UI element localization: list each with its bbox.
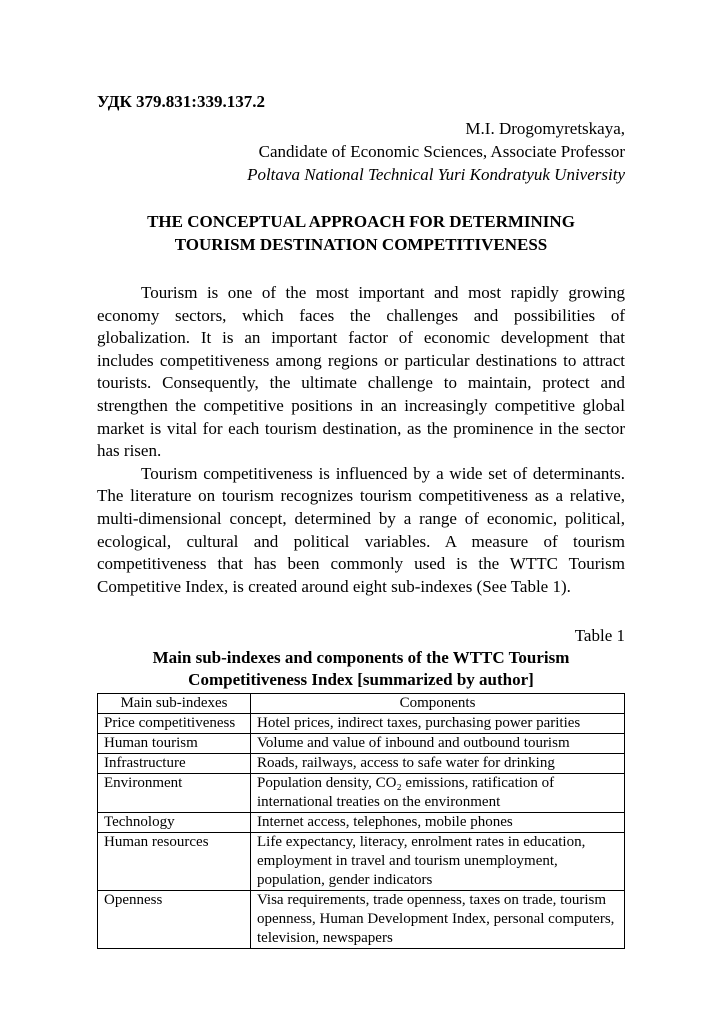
table-row [98,774,625,813]
table [97,693,625,949]
table-row [98,833,625,891]
table-cell: Visa requirements, trade openness, taxes on trade, tourism openness, Human Development Index, personal computers, television, newspapers [251,891,625,949]
paper-title: THE CONCEPTUAL APPROACH FOR DETERMINING TOURISM DESTINATION COMPETITIVENESS [147,212,575,254]
table-cell: Environment [98,774,251,813]
author-affiliation: Poltava National Technical Yuri Kondratyuk University [247,165,625,184]
table-cell: Hotel prices, indirect taxes, purchasing power parities [251,714,625,734]
author-name: M.I. Drogomyretskaya, [465,119,625,138]
paragraph: Tourism is one of the most important and most rapidly growing economy sectors, which faces the challenges and possibilities of globalization. It is an important factor of economic development that includes competitiveness among regions or particular destinations to attract tourists. Consequently, the ultimate challenge to maintain, protect and strengthen the competitive positions in an increasingly competitive global market is vital for each tourism destination, as the prominence in the sector has risen. [97,283,625,461]
table-cell: Roads, railways, access to safe water for drinking [251,754,625,774]
table-cell: Openness [98,891,251,949]
table-row [98,813,625,833]
table-row [98,714,625,734]
paragraph: Tourism competitiveness is influenced by a wide set of determinants. The literature on tourism recognizes tourism competitiveness as a relative, multi-dimensional concept, determined by a range of economic, political, ecological, cultural and political variables. A measure of tourism competitiveness that has been commonly used is the WTTC Tourism Competitive Index, is created around eight sub-indexes (See Table 1). [97,463,625,596]
table-header-row [98,694,625,714]
table-cell: Infrastructure [98,754,251,774]
udc-code: УДК 379.831:339.137.2 [97,92,265,111]
table-header-cell: Components [251,694,625,714]
table-cell: Human resources [98,833,251,891]
table-number-label: Table 1 [574,626,625,646]
table-cell: Life expectancy, literacy, enrolment rates in education, employment in travel and tourism unemployment, population, gender indicators [251,833,625,891]
table-cell: Technology [98,813,251,833]
table-row [98,891,625,949]
table-cell: Volume and value of inbound and outbound tourism [251,734,625,754]
table-row [98,734,625,754]
table-caption: Main sub-indexes and components of the WTTC Tourism Competitiveness Index [summarized by author] [152,648,570,690]
table-cell: Internet access, telephones, mobile phones [251,813,625,833]
author-credentials: Candidate of Economic Sciences, Associate Professor [258,142,625,161]
table-cell: Population density, CO₂ emissions, ratification of international treaties on the environment [251,774,625,813]
table-cell: Human tourism [98,734,251,754]
table-cell: Price competitiveness [98,714,251,734]
table-header-cell: Main sub-indexes [98,694,251,714]
table-row [98,754,625,774]
